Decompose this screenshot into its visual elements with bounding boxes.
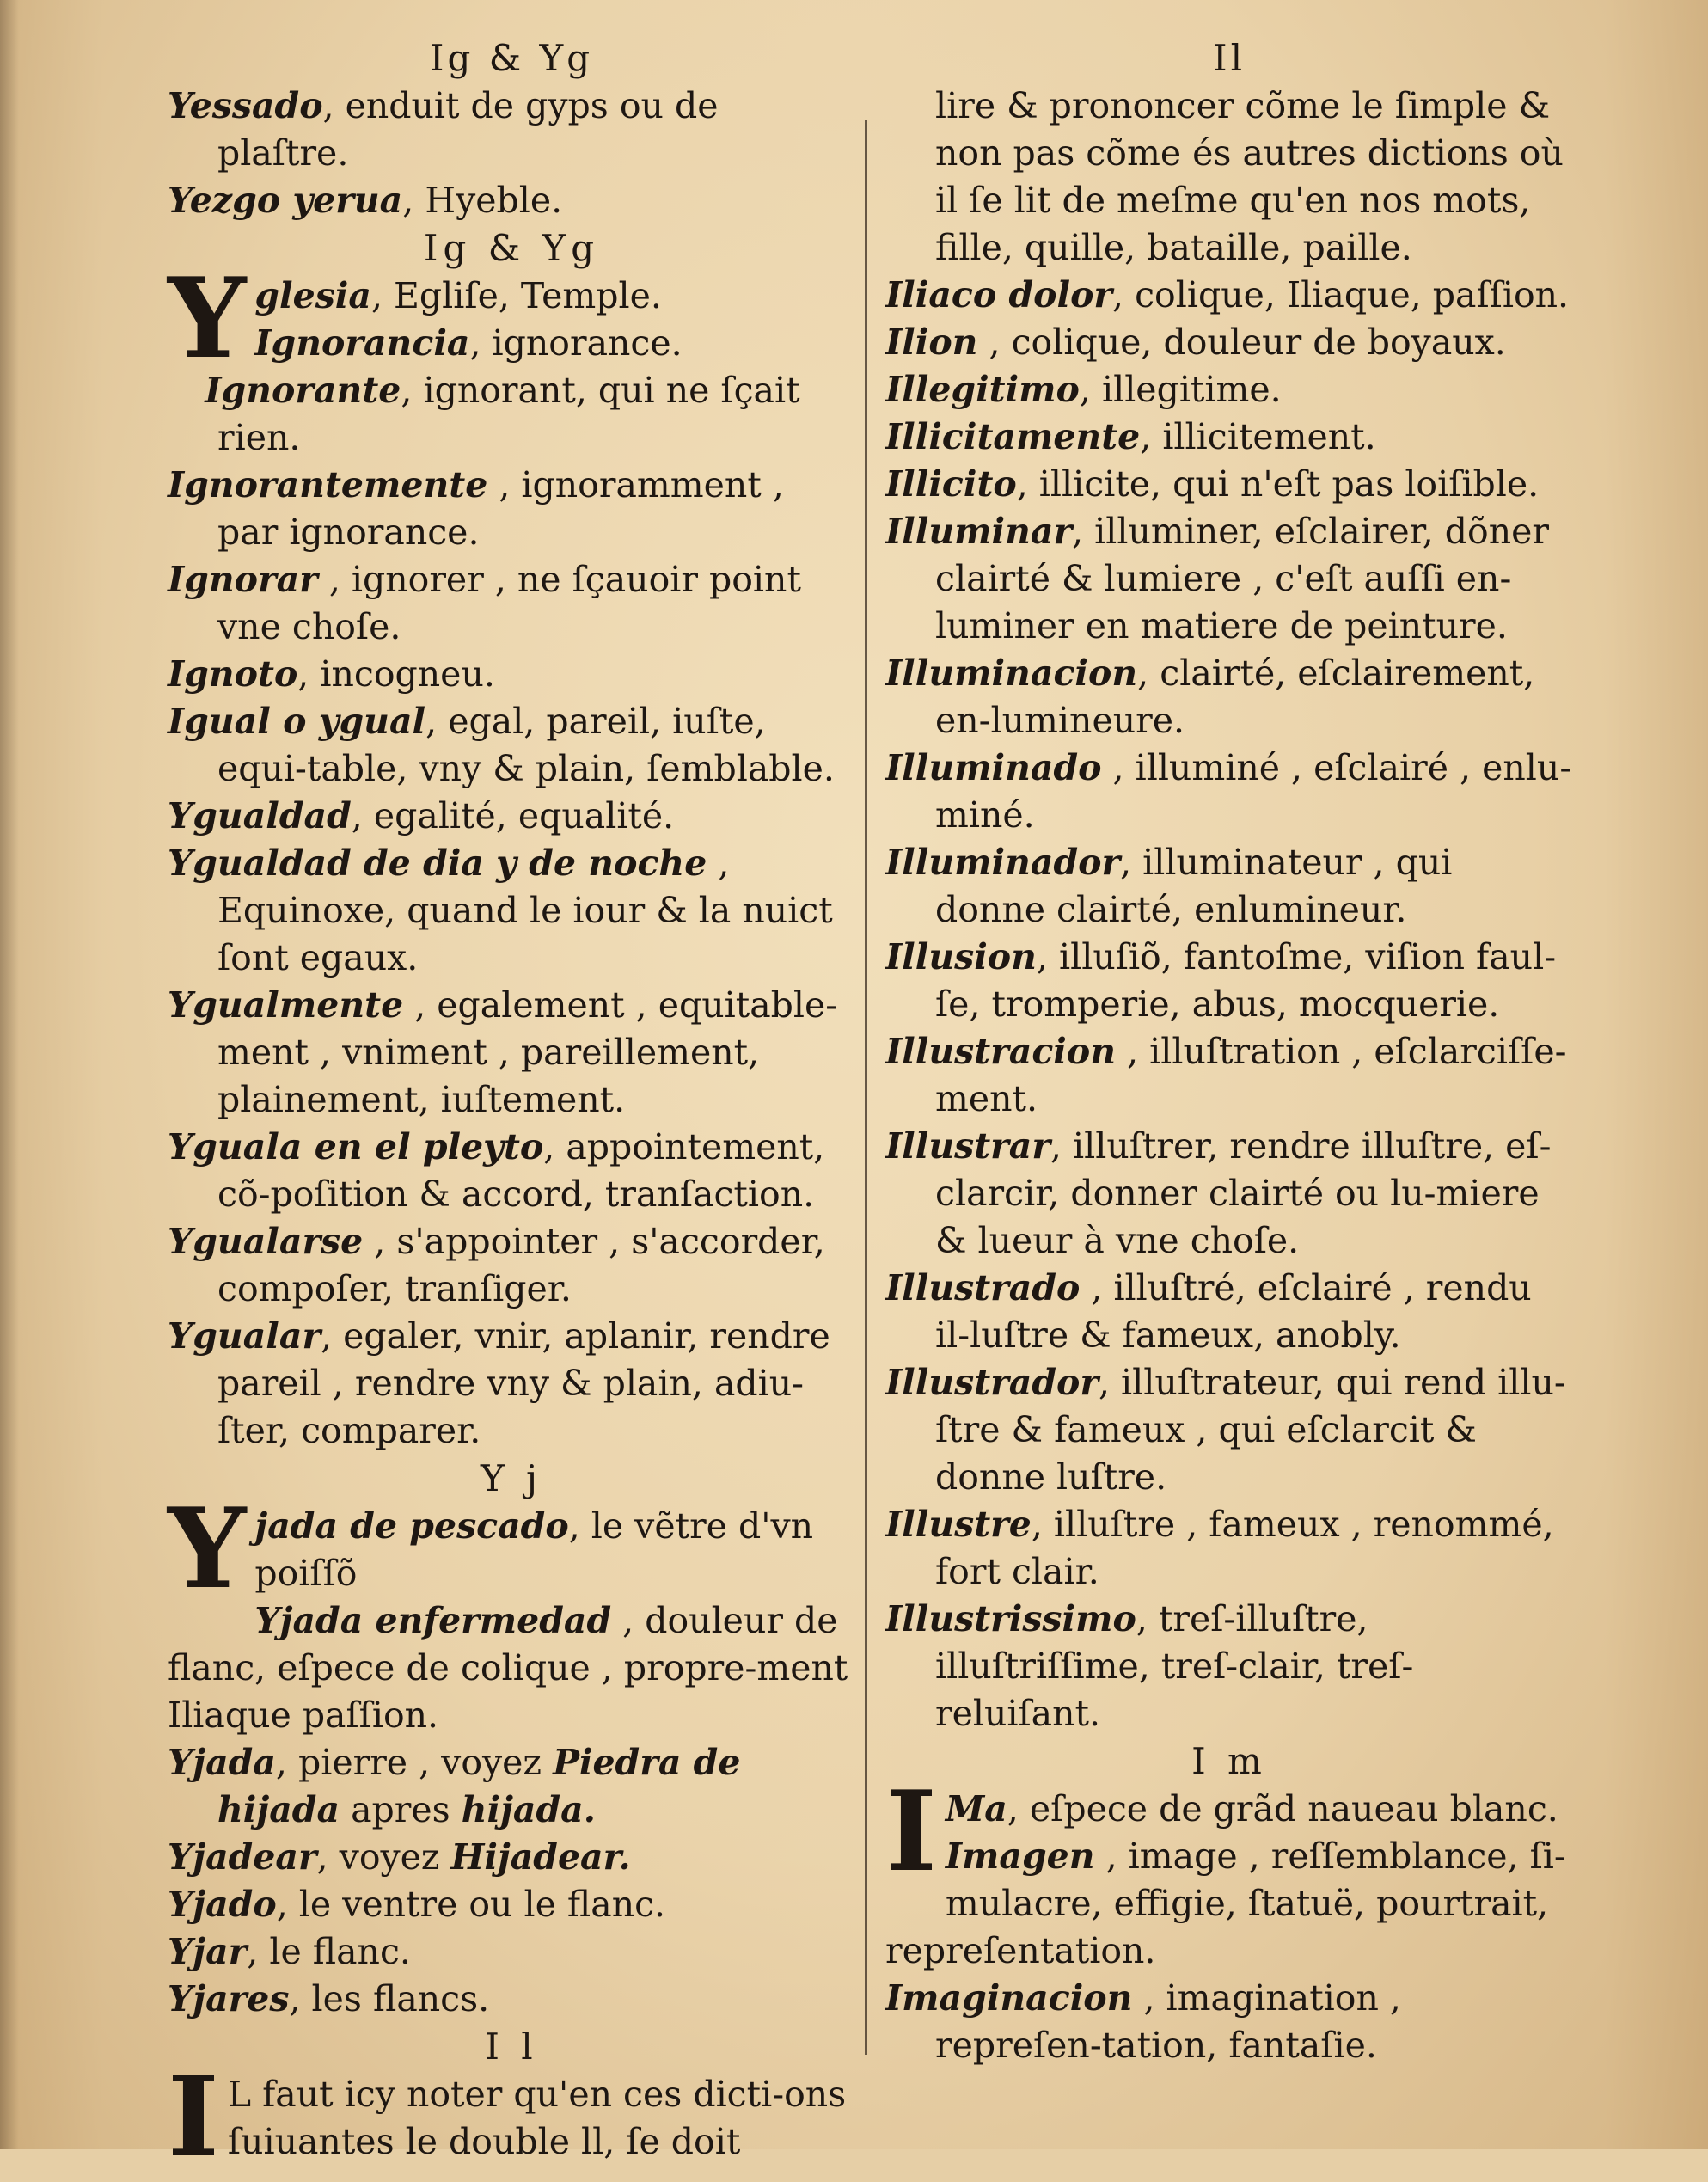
- headword: glesia: [254, 275, 371, 316]
- definition: , ignoramment , par ignorance.: [217, 464, 784, 553]
- headword: Illuminacion: [885, 653, 1138, 694]
- entry: [885, 1975, 1573, 2069]
- definition: , illuſtre , fameux , renommé, fort clair.: [935, 1504, 1554, 1592]
- section-heading: I l: [485, 2026, 538, 2068]
- definition: , Hyeble.: [402, 180, 563, 221]
- headword: Illustrar: [885, 1125, 1050, 1167]
- headword: Yessado: [168, 85, 323, 126]
- section-heading: Ig & Yg: [423, 227, 600, 269]
- definition: , Egliſe, Temple.: [370, 275, 662, 316]
- entry: [885, 272, 1573, 319]
- headword: Ignorantemente: [168, 464, 488, 506]
- note-text: L faut icy noter qu'en ces dicti-ons ſuiuantes le double ll, ſe doit: [227, 2074, 847, 2162]
- definition: , egalement , equitable-ment , vniment , pareillement, plainement, iuſtement.: [217, 984, 838, 1120]
- entry: [885, 934, 1573, 1028]
- headword: Yezgo yerua: [168, 180, 403, 221]
- headword: Illicitamente: [885, 416, 1141, 457]
- note-continuation: lire & prononcer cõme le ſimple & non pas cõme és autres dictions où il ſe lit de meſme qu'en nos mots, fille, quille, bataille, paille.: [935, 85, 1564, 268]
- headword: Illuminado: [885, 747, 1102, 788]
- drop-capital: Y: [168, 1485, 247, 1614]
- headword: Illuminar: [885, 511, 1073, 552]
- headword: Ygualarse: [168, 1221, 364, 1262]
- entry: [168, 1928, 855, 1976]
- definition: , les flancs.: [289, 1978, 490, 2020]
- binding-shadow: [0, 0, 19, 2149]
- cross-reference: hijada.: [461, 1789, 596, 1830]
- headword: Ygualar: [168, 1315, 321, 1357]
- entry: [168, 83, 855, 177]
- definition: , eſpece de grãd naueau blanc.: [1007, 1788, 1558, 1830]
- headword: Ignorante: [205, 370, 401, 411]
- left-column: [168, 34, 855, 2182]
- right-column: [885, 34, 1573, 2069]
- entry: [168, 793, 855, 840]
- left-running-head: Ig & Yg: [429, 37, 594, 79]
- section-heading: I m: [1191, 1740, 1267, 1782]
- definition: , incogneu.: [297, 653, 495, 695]
- headword: Ignoto: [168, 653, 298, 695]
- entry: [885, 461, 1573, 508]
- definition: , illuſtrateur, qui rend illu-ſtre & fameux , qui eſclarcit & donne luſtre.: [935, 1362, 1566, 1498]
- entry: [885, 839, 1573, 934]
- entry: [168, 1834, 855, 1881]
- headword: Ma: [945, 1788, 1007, 1830]
- entry: [885, 414, 1573, 461]
- definition: , appointement, cõ-poſition & accord, tranſaction.: [217, 1126, 825, 1215]
- entry: [168, 698, 855, 793]
- definition: , ignorant, qui ne ſçait rien.: [217, 370, 800, 458]
- entry: [168, 982, 855, 1124]
- definition: , s'appointer , s'accorder, compoſer, tranſiger.: [217, 1221, 825, 1309]
- note-paragraph: [168, 2053, 855, 2182]
- headword: Illustrado: [885, 1267, 1081, 1309]
- definition: , illuſiõ, fantoſme, viſion faul-ſe, tromperie, abus, mocquerie.: [935, 936, 1557, 1025]
- definition: , ignorer , ne ſçauoir point vne choſe.: [217, 559, 801, 647]
- definition: , egalité, equalité.: [351, 795, 675, 837]
- headword: Imagen: [945, 1836, 1095, 1877]
- entry-with-initial: [168, 1485, 855, 1739]
- headword: Illustracion: [885, 1031, 1117, 1072]
- entry: [885, 366, 1573, 414]
- entry-with-initial: [885, 1768, 1573, 1975]
- definition: , illuſtration , eſclarciſſe-ment.: [935, 1031, 1567, 1119]
- entry: [168, 651, 855, 698]
- definition: , illuminé , eſclairé , enlu-miné.: [935, 747, 1572, 836]
- definition: , le vẽtre d'vn poiſſõ: [254, 1505, 814, 1594]
- headword: Illegitimo: [885, 369, 1080, 410]
- entry: [885, 1028, 1573, 1123]
- definition: , enduit de gyps ou de plaſtre.: [217, 85, 719, 174]
- definition: , imagination , repreſen-tation, fantaſie.: [935, 1977, 1401, 2066]
- definition: , ignorance.: [469, 322, 683, 364]
- headword: Yjadear: [168, 1836, 317, 1878]
- definition: , colique, douleur de boyaux.: [977, 322, 1506, 363]
- definition: , illicitement.: [1140, 416, 1376, 457]
- entry: [168, 462, 855, 556]
- entry: [885, 1501, 1573, 1596]
- headword: Ygualmente: [168, 984, 404, 1026]
- entry: [168, 1739, 855, 1834]
- definition: , image , reſſemblance, ſi-mulacre, effigie, ſtatuë, pourtrait, repreſentation.: [885, 1836, 1566, 1971]
- definition: , illicite, qui n'eſt pas loiſible.: [1016, 463, 1540, 505]
- cross-reference: Hijadear.: [450, 1836, 631, 1878]
- headword: Imaginacion: [885, 1977, 1133, 2019]
- headword: Ygualdad: [168, 795, 352, 837]
- entry: [885, 1359, 1573, 1501]
- headword: Iliaco dolor: [885, 274, 1113, 316]
- drop-capital: Y: [168, 254, 247, 383]
- definition: , treſ-illuſtre, illuſtriſſime, treſ-clair, treſ-reluiſant.: [935, 1598, 1414, 1734]
- definition: , le ventre ou le flanc.: [276, 1884, 666, 1925]
- headword: Illustrador: [885, 1362, 1099, 1403]
- definition: , illuſtré, eſclairé , rendu il-luſtre & fameux, anobly.: [935, 1267, 1532, 1356]
- headword: Illicito: [885, 463, 1017, 505]
- column-divider: [865, 120, 867, 2055]
- headword: Yjares: [168, 1978, 290, 2020]
- cross-reference: Piedra de hijada: [217, 1742, 741, 1830]
- headword: Yjar: [168, 1931, 248, 1972]
- headword: Illusion: [885, 936, 1037, 978]
- entry: [885, 1265, 1573, 1359]
- headword: Yjada enfermedad: [254, 1600, 612, 1641]
- headword: Yjado: [168, 1884, 277, 1925]
- entry: [885, 650, 1573, 745]
- headword: Ignorar: [168, 559, 318, 600]
- headword: Illustre: [885, 1504, 1032, 1545]
- definition: , clairté, eſclairement, en-lumineure.: [935, 653, 1535, 741]
- headword: Yjada: [168, 1742, 276, 1783]
- definition: , illuminer, eſclairer, dõner clairté & lumiere , c'eſt auſſi en-luminer en matiere de peinture.: [935, 511, 1549, 647]
- headword: Igual o ygual: [168, 701, 426, 742]
- headword: Ilion: [885, 322, 978, 363]
- entry: [168, 556, 855, 651]
- definition: , egal, pareil, iuſte, equi-table, vny & plain, ſemblable.: [217, 701, 835, 789]
- definition: , douleur de flanc, eſpece de colique , propre-ment Iliaque paſſion.: [168, 1600, 848, 1736]
- right-running-head: Il: [1212, 37, 1246, 79]
- entry: [168, 177, 855, 224]
- entry: [885, 745, 1573, 839]
- headword: Yguala en el pleyto: [168, 1126, 544, 1168]
- entry: [168, 1313, 855, 1455]
- entry: [885, 319, 1573, 366]
- entry: [885, 1596, 1573, 1738]
- definition: , egaler, vnir, aplanir, rendre pareil , rendre vny & plain, adiu-ſter, comparer.: [217, 1315, 830, 1451]
- drop-capital: I: [168, 2053, 219, 2182]
- definition: , pierre , voyez: [275, 1742, 554, 1783]
- entry: [168, 1881, 855, 1928]
- headword: Ygualdad de dia y de noche: [168, 843, 707, 884]
- headword: Illuminador: [885, 842, 1121, 883]
- entry: [168, 367, 855, 462]
- headword: Illustrissimo: [885, 1598, 1136, 1640]
- drop-capital: I: [885, 1768, 937, 1897]
- definition: , illuminateur , qui donne clairté, enlumineur.: [935, 842, 1453, 930]
- entry: [168, 1124, 855, 1218]
- definition: , illuſtrer, rendre illuſtre, eſ-clarcir, donner clairté ou lu-miere & lueur à vne choſe.: [935, 1125, 1552, 1261]
- entry: [168, 1218, 855, 1313]
- entry: [885, 508, 1573, 650]
- definition: apres: [340, 1789, 462, 1830]
- definition: , voyez: [316, 1836, 451, 1878]
- headword: Ignorancia: [254, 322, 470, 364]
- entry: [168, 840, 855, 982]
- entry: [168, 1976, 855, 2023]
- definition: , colique, Iliaque, paſſion.: [1112, 274, 1570, 316]
- headword: jada de pescado: [254, 1505, 569, 1547]
- definition: , illegitime.: [1079, 369, 1282, 410]
- entry-with-initial: [168, 254, 855, 383]
- entry: [885, 1123, 1573, 1265]
- definition: , le flanc.: [247, 1931, 411, 1972]
- definition: , Equinoxe, quand le iour & la nuict ſont egaux.: [217, 843, 833, 978]
- section-heading: Y j: [480, 1457, 543, 1499]
